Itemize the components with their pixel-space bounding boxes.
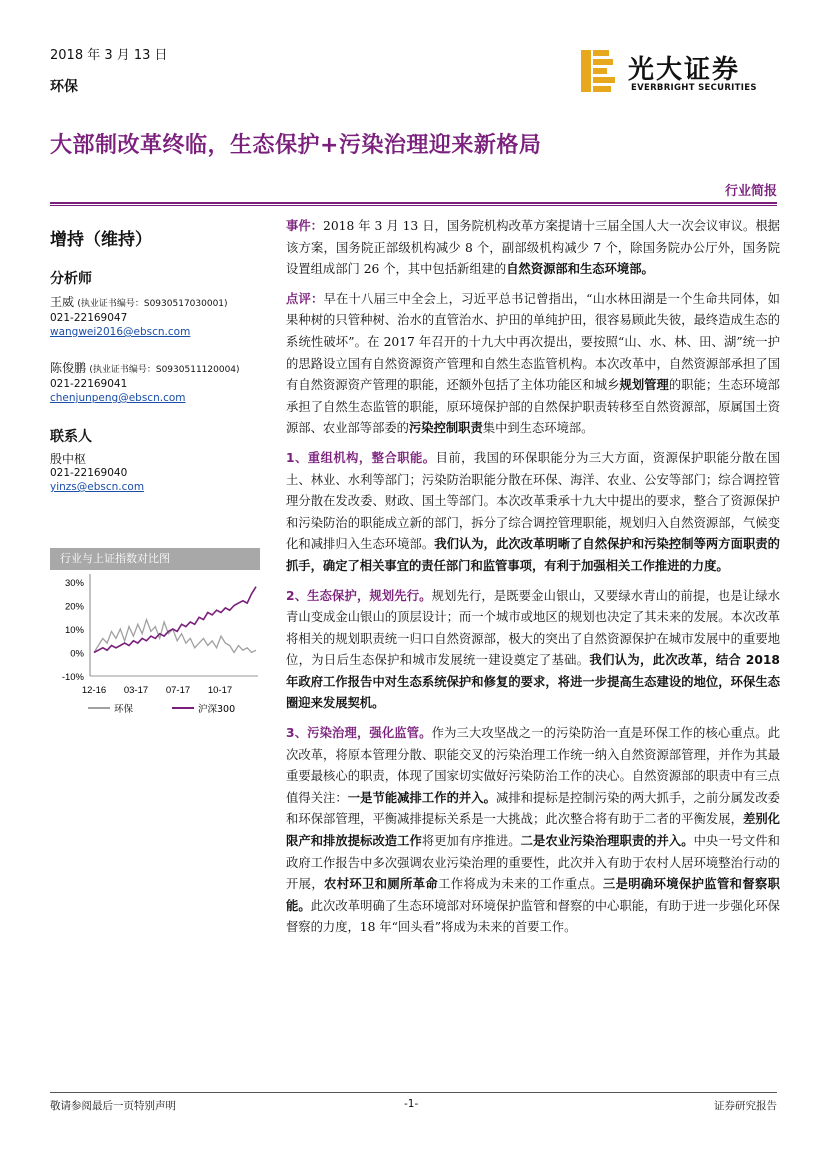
- comment-text: 早在十八届三中全会上，习近平总书记曾指出，“山水林田湖是一个生命共同体，如果种树的只管种树、治水的直管治水、护田的单纯护田，很容易顾此失彼，最终造成生态的系统性破坏”。在 2017 年召开的十九大中再次提出，要按照“山、水、林、田、湖”统一护的思路设立国有自然资源资产管理和自然生态监管机构。本次改革中，自然资源部承担了国有自然资源资产管理的职能，还额外包括了主体功能区和城乡: [286, 291, 780, 393]
- y-tick-label: 0%: [70, 648, 84, 660]
- comment-text: 集中到生态环境部。: [482, 421, 594, 436]
- analyst-cert: (执业证书编号：S0930511120004): [89, 365, 240, 375]
- report-title: 大部制改革终临，生态保护+污染治理迎来新格局: [50, 133, 542, 158]
- event-label: 事件：: [286, 219, 324, 233]
- comment-text: 的职能；生态环境部承担了自然生态监管的职能，原环境保护部的自然保护职责转移至自然资源部，原属国土资源部、农业部等部委的: [286, 378, 780, 436]
- point-1-label: 1、重组机构，整合职能。: [286, 450, 436, 465]
- analyst-email-link[interactable]: chenjunpeng@ebscn.com: [50, 392, 186, 404]
- point-3-text: 减排和提标是控制污染的两大抓手，之前分属发改委和环保部管理，平衡减排提标关系是一大挑战；此次整合将有助于二者的平衡发展，: [286, 790, 780, 827]
- contact-heading: 联系人: [50, 429, 92, 445]
- point-3-text: 中央一号文件和政府工作报告中多次强调农业污染治理的重要性，此次并入有助于农村人居环境整治行动的开展，: [286, 834, 780, 892]
- contact-phone: 021-22169040: [50, 467, 128, 479]
- analyst-phone: 021-22169047: [50, 312, 128, 324]
- legend-label: 环保: [114, 704, 134, 715]
- point-3-highlight: 三是明确环境保护监管和督察职能。: [286, 877, 780, 913]
- y-tick-label: 10%: [64, 625, 84, 636]
- analyst-cert: (执业证书编号：S0930517030001): [77, 299, 228, 309]
- comment-highlight: 污染控制职责: [408, 421, 483, 436]
- report-body: [286, 216, 780, 947]
- point-3-text: 工作将成为未来的工作重点。: [438, 877, 603, 892]
- page-number: -1-: [404, 1098, 419, 1110]
- header-divider: [50, 202, 777, 204]
- analyst-heading: 分析师: [50, 271, 92, 287]
- comparison-chart: [50, 570, 262, 720]
- analyst-name: 王威: [50, 295, 75, 309]
- point-2-text: 规划先行，是既要金山银山，又要绿水青山的前提，也是让绿水青山变成金山银山的顶层设计；而一个城市或地区的规划也决定了其未来的发展。本次改革将相关的规划职责统一归口自然资源部，极大的突出了自然资源保护在城市发展中的重要地位，为日后生态保护和城市发展统一建设奠定了基础。: [286, 588, 780, 668]
- analyst-phone: 021-22169041: [50, 378, 128, 390]
- legend-label: 沪深300: [198, 704, 236, 715]
- x-tick-label: 10-17: [207, 685, 233, 696]
- paragraph-point-3: [286, 723, 780, 939]
- point-3-highlight: 农村环卫和厕所革命: [324, 877, 439, 892]
- x-tick-label: 03-17: [123, 685, 149, 696]
- logo-text-en: EVERBRIGHT SECURITIES: [631, 83, 757, 93]
- analyst-name: 陈俊鹏: [50, 361, 87, 375]
- point-3-text: 将更加有序推进。: [421, 834, 521, 849]
- paragraph-comment: [286, 289, 780, 440]
- point-3-highlight: 一是节能减排工作的并入。: [347, 790, 496, 805]
- point-3-highlight: 差别化限产和排放提标改造工作: [286, 812, 780, 849]
- rating: 增持（维持）: [50, 230, 152, 250]
- point-2-conclusion: 我们认为，此次改革，结合 2018 年政府工作报告中对生态系统保护和修复的要求，将进一步提高生态建设的地位，环保生态圈迎来发展契机。: [286, 653, 780, 711]
- comment-label: 点评：: [286, 291, 324, 306]
- event-text: 2018 年 3 月 13 日，国务院机构改革方案提请十三届全国人大一次会议审议。根据该方案，国务院正部级机构减少 8 个，副部级机构减少 7 个，除国务院办公厅外，国务院设置组成部门 26 个，其中包括新组建的: [286, 219, 780, 277]
- y-tick-label: -10%: [61, 672, 84, 683]
- report-date: 2018 年 3 月 13 日: [50, 48, 168, 63]
- point-3-text: 此次改革明确了生态环境部对环境保护监管和督察的中心职能，有助于进一步强化环保督察的力度，18 年“回头看”将成为未来的首要工作。: [286, 898, 780, 935]
- point-3-label: 3、污染治理，强化监管。: [286, 726, 432, 741]
- paragraph-point-1: [286, 448, 780, 578]
- x-tick-label: 12-16: [81, 685, 107, 696]
- paragraph-point-2: [286, 586, 780, 716]
- series-line-1: [94, 620, 256, 653]
- paragraph-event: [286, 216, 780, 281]
- event-highlight: 自然资源部和生态环境部。: [506, 262, 654, 277]
- contact-email-link[interactable]: yinzs@ebscn.com: [50, 481, 145, 493]
- point-2-label: 2、生态保护，规划先行。: [286, 588, 432, 603]
- point-3-highlight: 二是农业污染治理职责的并入。: [520, 834, 694, 849]
- chart-title: 行业与上证指数对比图: [50, 548, 260, 570]
- point-1-conclusion: 我们认为，此次改革明晰了自然保护和污染控制等两方面职责的抓手，确定了相关事宜的责任部门和监管事项，有利于加强相关工作推进的力度。: [286, 537, 780, 573]
- everbright-logo-icon: [581, 50, 617, 92]
- footer-report-label: 证券研究报告: [714, 1100, 777, 1112]
- footer-disclaimer: 敬请参阅最后一页特别声明: [50, 1100, 176, 1112]
- x-tick-label: 07-17: [165, 685, 191, 696]
- sector-label: 环保: [50, 79, 78, 95]
- logo-text-cn: 光大证券: [628, 55, 741, 85]
- analyst-block-2: [50, 361, 275, 405]
- series-line-2: [94, 587, 256, 653]
- y-tick-label: 30%: [64, 578, 84, 589]
- header-divider-thin: [50, 205, 777, 206]
- y-tick-label: 20%: [64, 601, 84, 613]
- comment-highlight: 规划管理: [619, 378, 669, 393]
- point-3-text: 作为三大攻坚战之一的污染防治一直是环保工作的核心重点。此次改革，将原本管理分散、职能交叉的污染治理工作统一纳入自然资源部管理，并作为其最重要最核心的职责，体现了国家切实做好污染防治工作的决心。自然资源部的职责中有三点值得关注：: [286, 726, 780, 805]
- contact-block: [50, 452, 270, 494]
- footer-divider: [50, 1092, 777, 1093]
- analyst-email-link[interactable]: wangwei2016@ebscn.com: [50, 326, 191, 338]
- report-type: 行业简报: [724, 184, 777, 199]
- point-1-text: 目前，我国的环保职能分为三大方面，资源保护职能分散在国土、林业、水利等部门；污染防治职能分散在环保、海洋、农业、公安等部门；综合调控管理分散在发改委、财政、国土等部门。本次改革秉承十九大中提出的要求，整合了资源保护和污染防治的职能成立新的部门，拆分了综合调控管理职能，规划归入自然资源部，气候变化和减排归入生态环境部。: [286, 450, 780, 552]
- contact-name: 殷中枢: [50, 452, 87, 466]
- analyst-block-1: [50, 295, 270, 339]
